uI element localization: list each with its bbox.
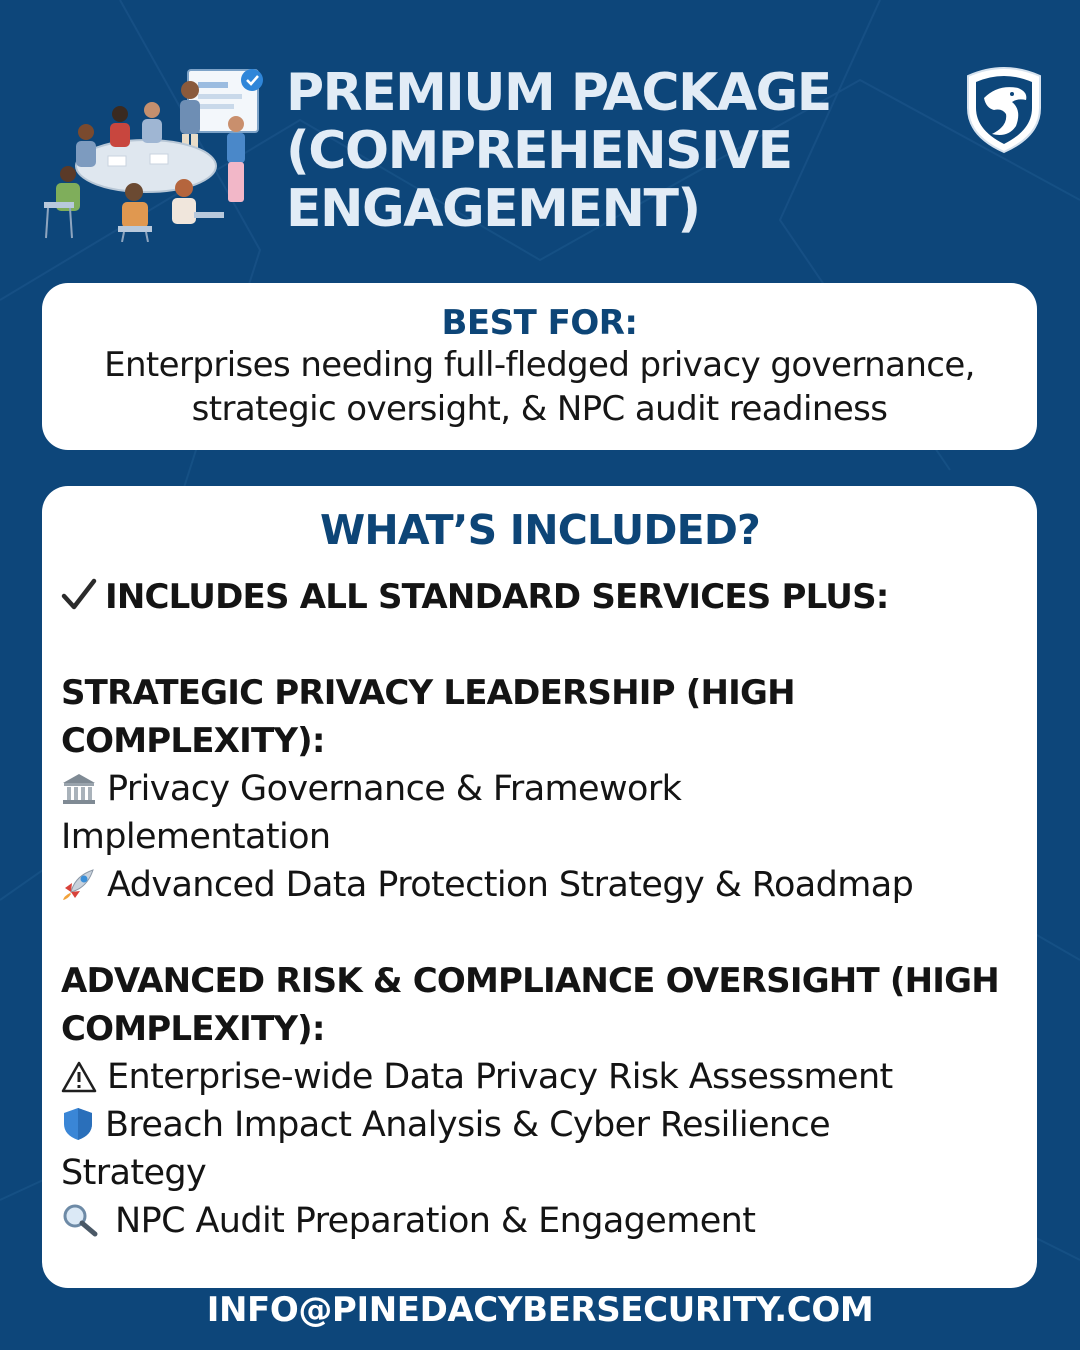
best-for-line: Enterprises needing full-fledged privacy governance,	[104, 345, 975, 385]
shield-icon	[61, 1106, 95, 1142]
list-item-text: Breach Impact Analysis & Cyber Resilience	[105, 1105, 831, 1145]
section-title-line: COMPLEXITY):	[61, 1009, 325, 1049]
best-for-line: strategic oversight, & NPC audit readiness	[191, 389, 888, 429]
list-item	[61, 765, 681, 813]
list-item-continuation: Implementation	[61, 817, 331, 857]
best-for-heading: BEST FOR:	[441, 303, 638, 343]
checkmark-icon	[61, 578, 97, 612]
section-title-line: ADVANCED RISK & COMPLIANCE OVERSIGHT (HIGH	[61, 961, 999, 1001]
includes-intro-text: INCLUDES ALL STANDARD SERVICES PLUS:	[105, 577, 889, 617]
list-item-text: Enterprise-wide Data Privacy Risk Assessment	[107, 1057, 893, 1097]
included-heading: WHAT’S INCLUDED?	[319, 506, 761, 554]
list-item	[61, 1197, 755, 1245]
includes-intro	[61, 573, 889, 621]
list-item-continuation: Strategy	[61, 1153, 207, 1193]
title-line: (COMPREHENSIVE	[286, 121, 792, 181]
contact-email[interactable]: INFO@PINEDACYBERSECURITY.COM	[206, 1290, 874, 1330]
best-for-card	[42, 283, 1037, 450]
list-item	[61, 861, 913, 909]
title-line: PREMIUM PACKAGE	[286, 63, 831, 123]
section-title-line: COMPLEXITY):	[61, 721, 325, 761]
magnifying-glass-icon	[61, 1202, 101, 1238]
warning-icon	[61, 1060, 97, 1094]
list-item-text: NPC Audit Preparation & Engagement	[115, 1201, 756, 1241]
list-item	[61, 1053, 893, 1101]
team-meeting-illustration	[38, 62, 274, 242]
classical-building-icon	[61, 772, 97, 806]
list-item	[61, 1101, 830, 1149]
eagle-shield-logo	[962, 64, 1046, 154]
list-item-text: Advanced Data Protection Strategy & Roadmap	[107, 865, 914, 905]
page-title	[286, 64, 926, 238]
rocket-icon	[61, 866, 97, 902]
section-title-line: STRATEGIC PRIVACY LEADERSHIP (HIGH	[61, 673, 795, 713]
title-line: ENGAGEMENT)	[286, 179, 700, 239]
list-item-text: Privacy Governance & Framework	[107, 769, 682, 809]
